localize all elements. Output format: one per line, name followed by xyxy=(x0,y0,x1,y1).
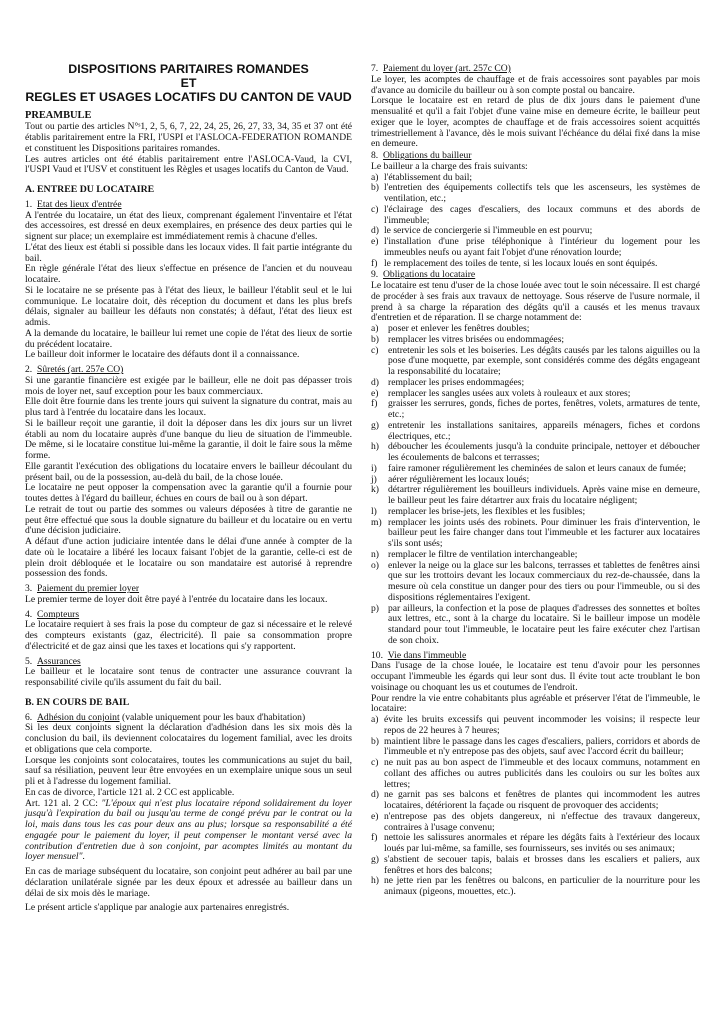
list-item-text: déboucher les écoulements jusqu'à la conduite principale, nettoyer et déboucher les écoulements de balcons et terrasses; xyxy=(388,441,700,463)
article-number: 5. xyxy=(25,655,33,667)
article-paragraph: Si les deux conjoints signent la déclaration d'adhésion dans les six mois dès la conclusion du bail, ils deviennent colocataires du logement familial, avec les droits et obligations que cela comporte. xyxy=(25,722,352,755)
list-item-marker: j) xyxy=(371,473,377,485)
list-item-marker: e) xyxy=(371,810,379,822)
article-title: Vie dans l'immeuble xyxy=(387,649,467,661)
title-line-1: DISPOSITIONS PARITAIRES ROMANDES xyxy=(68,62,309,76)
article-paragraph: A défaut d'une action judiciaire intentée dans le délai d'une année à compter de la date où le locataire a libéré les locaux faisant l'objet de la garantie, celle-ci est de plein droit débloquée et le locataire ou son mandataire est autorisé à reprendre possession des fonds. xyxy=(25,536,352,580)
list-item-marker: c) xyxy=(371,203,379,215)
article-paragraph: Le bailleur doit informer le locataire des défauts dont il a connaissance. xyxy=(25,349,300,361)
list-item-marker: a) xyxy=(371,323,379,334)
list-item xyxy=(371,518,700,550)
list-item xyxy=(371,715,700,737)
article-paragraph: Si le locataire ne se présente pas à l'état des lieux, le bailleur l'établit seul et le lui communique. Le locataire doit, dès réception du document et dans les plus brefs délais, signaler au bailleur les défauts non constatés; à défaut, l'état des lieux est admis. xyxy=(25,284,352,329)
list-item-marker: g) xyxy=(371,853,379,865)
list-item xyxy=(371,561,700,604)
bailleur-obligations-list xyxy=(371,173,700,270)
list-item xyxy=(371,421,700,443)
list-item-text: remplacer les brise-jets, les flexibles et les fusibles; xyxy=(388,505,586,517)
article-paragraph: Le locataire est tenu d'user de la chose louée avec tout le soin nécessaire. Il est chargé de procéder à ses frais aux travaux de nettoyage. Sous réserve de l'usure normale, il prend à sa charge la réparation des dégâts qu'il a causés et les menus travaux d'entretien et de réparation. Il se charge notamment de: xyxy=(371,280,700,324)
list-item-text: n'entrepose pas des objets dangereux, ni n'effectue des travaux dangereux, contraires à l'usage convenu; xyxy=(384,810,700,833)
vie-immeuble-list xyxy=(371,715,700,898)
list-item-marker: b) xyxy=(371,182,379,194)
list-item-marker: c) xyxy=(371,344,379,356)
article-title: Obligations du locataire xyxy=(383,269,476,281)
preamble-paragraph: Tout ou partie des articles N°ˢ1, 2, 5, 6, 7, 22, 24, 25, 26, 27, 33, 34, 35 et 37 ont été établis paritairement entre la FRI, l'USPI et l'ASLOCA-FEDERATION ROMANDE et constituent les Dispositions paritaires romandes. xyxy=(25,121,352,154)
article-paragraph: Si le bailleur reçoit une garantie, il doit la déposer dans les dix jours sur un livret établi au nom du locataire auprès d'une banque du lieu de situation de l'immeuble. De même, si le locataire constitue lui-même la garantie, il doit le faire sous la même forme. xyxy=(25,417,352,462)
list-item-marker: h) xyxy=(371,441,379,453)
list-item xyxy=(371,790,700,812)
title-line-3: REGLES ET USAGES LOCATIFS DU CANTON DE VAUD xyxy=(25,90,352,105)
list-item-text: graisser les serrures, gonds, fiches de portes, fenêtres, volets, armatures de tente, etc.; xyxy=(388,398,700,420)
list-item-marker: c) xyxy=(371,757,379,768)
list-item-text: évite les bruits excessifs qui peuvent incommoder les voisins; il respecte leur repos de 22 heures à 7 heures; xyxy=(384,714,700,736)
list-item xyxy=(371,485,700,507)
list-item-marker: f) xyxy=(371,257,378,269)
list-item xyxy=(371,442,700,464)
list-item-text: remplacer les joints usés des robinets. Pour diminuer les frais d'intervention, le bailleur peut les faire changer dans tout l'immeuble et les facturer aux locataires s'ils sont usés; xyxy=(388,516,700,549)
list-item xyxy=(371,399,700,421)
list-item-marker: o) xyxy=(371,559,379,571)
article-number: 2. xyxy=(25,364,33,376)
article-paragraph: Le retrait de tout ou partie des sommes ou valeurs déposées à titre de garantie ne peut être effectué que sous la double signature du bailleur et du locataire ou en vertu d'une décision judiciaire. xyxy=(25,503,352,537)
section-heading-b: B. EN COURS DE BAIL xyxy=(25,696,130,708)
article-paragraph: Pour rendre la vie entre cohabitants plus agréable et préserver l'état de l'immeuble, le locataire: xyxy=(371,692,700,715)
list-item xyxy=(371,259,700,270)
legal-quote-paragraph xyxy=(25,799,352,864)
list-item-marker: h) xyxy=(371,875,379,887)
legal-quote-text: "L'époux qui n'est plus locataire répond solidairement du loyer jusqu'à l'expiration du bail ou jusqu'au terme de congé prévu par le contrat ou la loi, mais dans tous les cas pour deux ans au plus; lorsque sa responsabilité a été engagée pour le paiement du loyer, il peut compenser le montant versé avec la contribution d'entretien due à son conjoint, par acomptes limités au montant du loyer mensuel". xyxy=(25,797,352,863)
article-title: Paiement du premier loyer xyxy=(37,583,140,595)
list-item xyxy=(371,833,700,855)
list-item-text: remplacer les prises endommagées; xyxy=(388,376,525,388)
title-line-2: ET xyxy=(180,76,197,91)
list-item xyxy=(371,876,700,898)
article-paragraph: En règle générale l'état des lieux s'effectue en présence de l'ancien et du nouveau locataire. xyxy=(25,263,352,286)
article-paragraph: L'état des lieux est établi si possible dans les locaux vides. Il fait partie intégrante du bail. xyxy=(25,241,352,264)
list-item-text: l'établissement du bail; xyxy=(384,171,473,183)
article-number: 6. xyxy=(25,711,33,723)
list-item-marker: a) xyxy=(371,714,379,725)
list-item xyxy=(371,237,700,259)
list-item-marker: l) xyxy=(371,505,377,517)
article-title: Etat des lieux d'entrée xyxy=(37,198,122,210)
list-item-marker: k) xyxy=(371,484,379,496)
document-title xyxy=(25,62,352,105)
legal-quote-lead: Art. 121 al. 2 CC: xyxy=(25,797,102,809)
article-number: 1. xyxy=(25,198,33,210)
list-item xyxy=(371,855,700,877)
list-item xyxy=(371,758,700,790)
article-paragraph: A la demande du locataire, le bailleur lui remet une copie de l'état des lieux de sortie du précédent locataire. xyxy=(25,327,352,350)
list-item-marker: p) xyxy=(371,602,379,614)
list-item-marker: d) xyxy=(371,789,379,801)
list-item-text: ne jette rien par les fenêtres ou balcons, en particulier de la nourriture pour les animaux (pigeons, mouettes, etc.). xyxy=(384,875,700,897)
list-item xyxy=(371,183,700,205)
list-item-marker: m) xyxy=(371,516,382,528)
article-paragraph: Elle doit être fournie dans les trente jours qui suivent la signature du contrat, mais au plus tard à l'entrée du locataire dans les locaux. xyxy=(25,396,352,419)
article-paragraph: A l'entrée du locataire, un état des lieux, comprenant également l'inventaire et l'état des accessoires, est dressé en deux exemplaires, en présence des deux parties qui le signent sur place; un exemplaire est immédiatement remis à chacune d'elles. xyxy=(25,209,352,243)
list-item-text: l'installation d'une prise téléphonique à l'intérieur du logement pour les immeubles neufs ou ayant fait l'objet d'une rénovation lourde; xyxy=(384,236,700,258)
list-item-marker: b) xyxy=(371,735,379,747)
preamble-paragraph: Les autres articles ont été établis paritairement entre l'ASLOCA-Vaud, la CVI, l'USPI Vaud et l'USV et constituent les Règles et usages locatifs du Canton de Vaud. xyxy=(25,153,352,176)
article-paragraph: Lorsque les conjoints sont colocataires, toutes les communications au sujet du bail, sauf sa résiliation, peuvent leur être envoyées en un exemplaire unique sous un seul pli et à l'adresse du logement familial. xyxy=(25,754,352,788)
article-paragraph: Lorsque le locataire est en retard de plus de dix jours dans le paiement d'une mensualité et qu'il a fait l'objet d'une vaine mise en demeure écrite, le bailleur peut exiger que le loyer, acomptes de chauffage et de frais accessoires soient acquittés trimestriellement à l'avance, dès le mois suivant l'échéance du délai fixé dans la mise en demeure. xyxy=(371,95,700,150)
list-item-text: l'éclairage des cages d'escaliers, des locaux communs et des abords de l'immeuble; xyxy=(384,203,700,226)
list-item-text: aérer régulièrement les locaux loués; xyxy=(388,473,530,485)
list-item-text: poser et enlever les fenêtres doubles; xyxy=(388,323,530,334)
list-item xyxy=(371,812,700,834)
list-item-marker: b) xyxy=(371,333,379,345)
preamble-heading: PREAMBULE xyxy=(25,109,92,121)
article-paragraph: Dans l'usage de la chose louée, le locataire est tenu d'avoir pour les personnes occupant l'immeuble les égards qui leur sont dus. Il évite tout acte troublant le bon voisinage ou choquant les us et coutumes de l'endroit. xyxy=(371,660,700,693)
article-paragraph: En cas de mariage subséquent du locataire, son conjoint peut adhérer au bail par une déclaration unilatérale signée par les deux époux et adressée au bailleur dans un délai de six mois dès le mariage. xyxy=(25,866,352,899)
left-column xyxy=(25,62,352,914)
article-number: 7. xyxy=(371,63,379,74)
list-item-text: maintient libre le passage dans les cages d'escaliers, paliers, corridors et abords de l'immeuble et n'y entrepose pas des objets, sauf avec l'accord écrit du bailleur; xyxy=(384,735,700,758)
list-item-text: entretenir les installations sanitaires, appareils ménagers, fiches et cordons électriques, etc.; xyxy=(388,419,700,442)
list-item-text: le service de conciergerie si l'immeuble en est pourvu; xyxy=(384,225,593,237)
article-title: Sûretés (art. 257e CO) xyxy=(37,364,124,376)
article-title-note: (valable uniquement pour les baux d'habitation) xyxy=(119,711,306,723)
article-number: 10. xyxy=(371,649,383,661)
article-paragraph: Le locataire requiert à ses frais la pose du compteur de gaz si nécessaire et le relevé des compteurs existants (gaz, électricité). Il paie sa consommation propre d'électricité et de gaz ainsi que les taxes et locations qui s'y rapportent. xyxy=(25,619,352,652)
list-item-text: nettoie les salissures anormales et répare les dégâts faits à l'extérieur des locaux loués par lui-même, sa famille, ses fournisseurs, ses invités ou ses animaux; xyxy=(384,832,700,854)
list-item xyxy=(371,604,700,647)
article-title: Adhésion du conjoint xyxy=(37,711,120,723)
section-heading-a: A. ENTREE DU LOCATAIRE xyxy=(25,184,155,196)
list-item-marker: e) xyxy=(371,236,379,247)
article-number: 3. xyxy=(25,583,33,595)
list-item-text: enlever la neige ou la glace sur les balcons, terrasses et tablettes de fenêtres ainsi que sur les trottoirs devant les locaux commerciaux du rez-de-chaussée, dans la mesure où cela constitue un danger pour des tiers ou pour l'immeuble, ou si des dispositions réglementaires l'exigent. xyxy=(388,559,700,603)
article-title: Compteurs xyxy=(37,608,80,620)
article-paragraph: Le présent article s'applique par analogie aux partenaires enregistrés. xyxy=(25,902,290,914)
locataire-obligations-list xyxy=(371,324,700,647)
list-item-marker: n) xyxy=(371,548,379,560)
list-item-text: s'abstient de secouer tapis, balais et brosses dans les escaliers et paliers, aux fenêtres et hors des balcons; xyxy=(384,853,700,876)
list-item-marker: e) xyxy=(371,387,379,399)
article-paragraph: Le premier terme de loyer doit être payé à l'entrée du locataire dans les locaux. xyxy=(25,593,328,605)
list-item-marker: g) xyxy=(371,419,379,431)
article-title: Obligations du bailleur xyxy=(383,150,472,161)
article-title: Paiement du loyer (art. 257c CO) xyxy=(383,63,511,74)
list-item-text: faire ramoner régulièrement les cheminées de salon et leurs canaux de fumée; xyxy=(388,462,687,474)
article-number: 8. xyxy=(371,150,379,161)
list-item-text: entretenir les sols et les boiseries. Les dégâts causés par les talons aiguilles ou la pose d'une moquette, par exemple, sont considérés comme des dégâts engageant la responsabilité du locataire; xyxy=(388,344,700,377)
list-item-marker: i) xyxy=(371,462,377,474)
list-item-marker: a) xyxy=(371,171,379,183)
list-item xyxy=(371,346,700,378)
list-item-marker: d) xyxy=(371,376,379,388)
article-heading xyxy=(25,200,352,211)
article-paragraph: Elle garantit l'exécution des obligations du locataire envers le bailleur découlant du présent bail, ou de la possession, au-delà du bail, de la chose louée. xyxy=(25,460,352,483)
article-paragraph: Le bailleur a la charge des frais suivants: xyxy=(371,160,528,172)
list-item xyxy=(371,737,700,759)
right-column xyxy=(371,64,700,898)
list-item-text: le remplacement des toiles de tente, si les locaux loués en sont équipés. xyxy=(384,257,658,269)
list-item-marker: d) xyxy=(371,225,379,237)
article-paragraph: Le bailleur et le locataire sont tenus de contracter une assurance couvrant la responsabilité civile qu'ils assument du fait du bail. xyxy=(25,666,352,689)
article-paragraph: Le locataire ne peut opposer la compensation avec la garantie qu'il a fournie pour toutes dettes à l'égard du bailleur, échues en cours de bail ou à son départ. xyxy=(25,482,352,505)
list-item xyxy=(371,205,700,227)
article-paragraph: En cas de divorce, l'article 121 al. 2 CC est applicable. xyxy=(25,786,235,798)
article-number: 4. xyxy=(25,608,33,620)
list-item-text: remplacer les sangles usées aux volets à rouleaux et aux stores; xyxy=(388,387,631,399)
list-item-text: par ailleurs, la confection et la pose de plaques d'adresses des sonnettes et boîtes aux lettres, etc., sont à la charge du locataire. Si le bailleur impose un modèle standard pour tout l'immeuble, le locataire peut les faire exécuter chez l'artisan de son choix. xyxy=(388,602,700,646)
list-item-text: remplacer le filtre de ventilation interchangeable; xyxy=(388,548,578,560)
article-paragraph: Le loyer, les acomptes de chauffage et de frais accessoires sont payables par mois d'avance au domicile du bailleur ou à son compte postal ou bancaire. xyxy=(371,73,700,96)
list-item-text: remplacer les vitres brisées ou endommagées; xyxy=(388,333,565,345)
list-item-text: ne nuit pas au bon aspect de l'immeuble et des locaux communs, notamment en collant des affiches ou autres publicités dans les couloirs ou sur les boîtes aux lettres; xyxy=(384,757,700,790)
article-paragraph: Si une garantie financière est exigée par le bailleur, elle ne doit pas dépasser trois mois de loyer net, sauf exception pour les baux commerciaux. xyxy=(25,374,352,397)
list-item-marker: f) xyxy=(371,832,378,844)
list-item-marker: f) xyxy=(371,398,378,410)
article-title: Assurances xyxy=(37,655,81,667)
list-item-text: ne garnit pas ses balcons et fenêtres de plantes qui incommodent les autres locataires, détériorent la façade ou risquent de provoquer des accidents; xyxy=(384,789,700,811)
list-item-text: l'entretien des équipements collectifs tels que les ascenseurs, les systèmes de ventilation, etc.; xyxy=(384,182,700,204)
article-number: 9. xyxy=(371,269,379,281)
list-item-text: détartrer régulièrement les bouilleurs individuels. Après vaine mise en demeure, le bailleur peut les faire détartrer aux frais du locataire négligent; xyxy=(388,484,700,506)
